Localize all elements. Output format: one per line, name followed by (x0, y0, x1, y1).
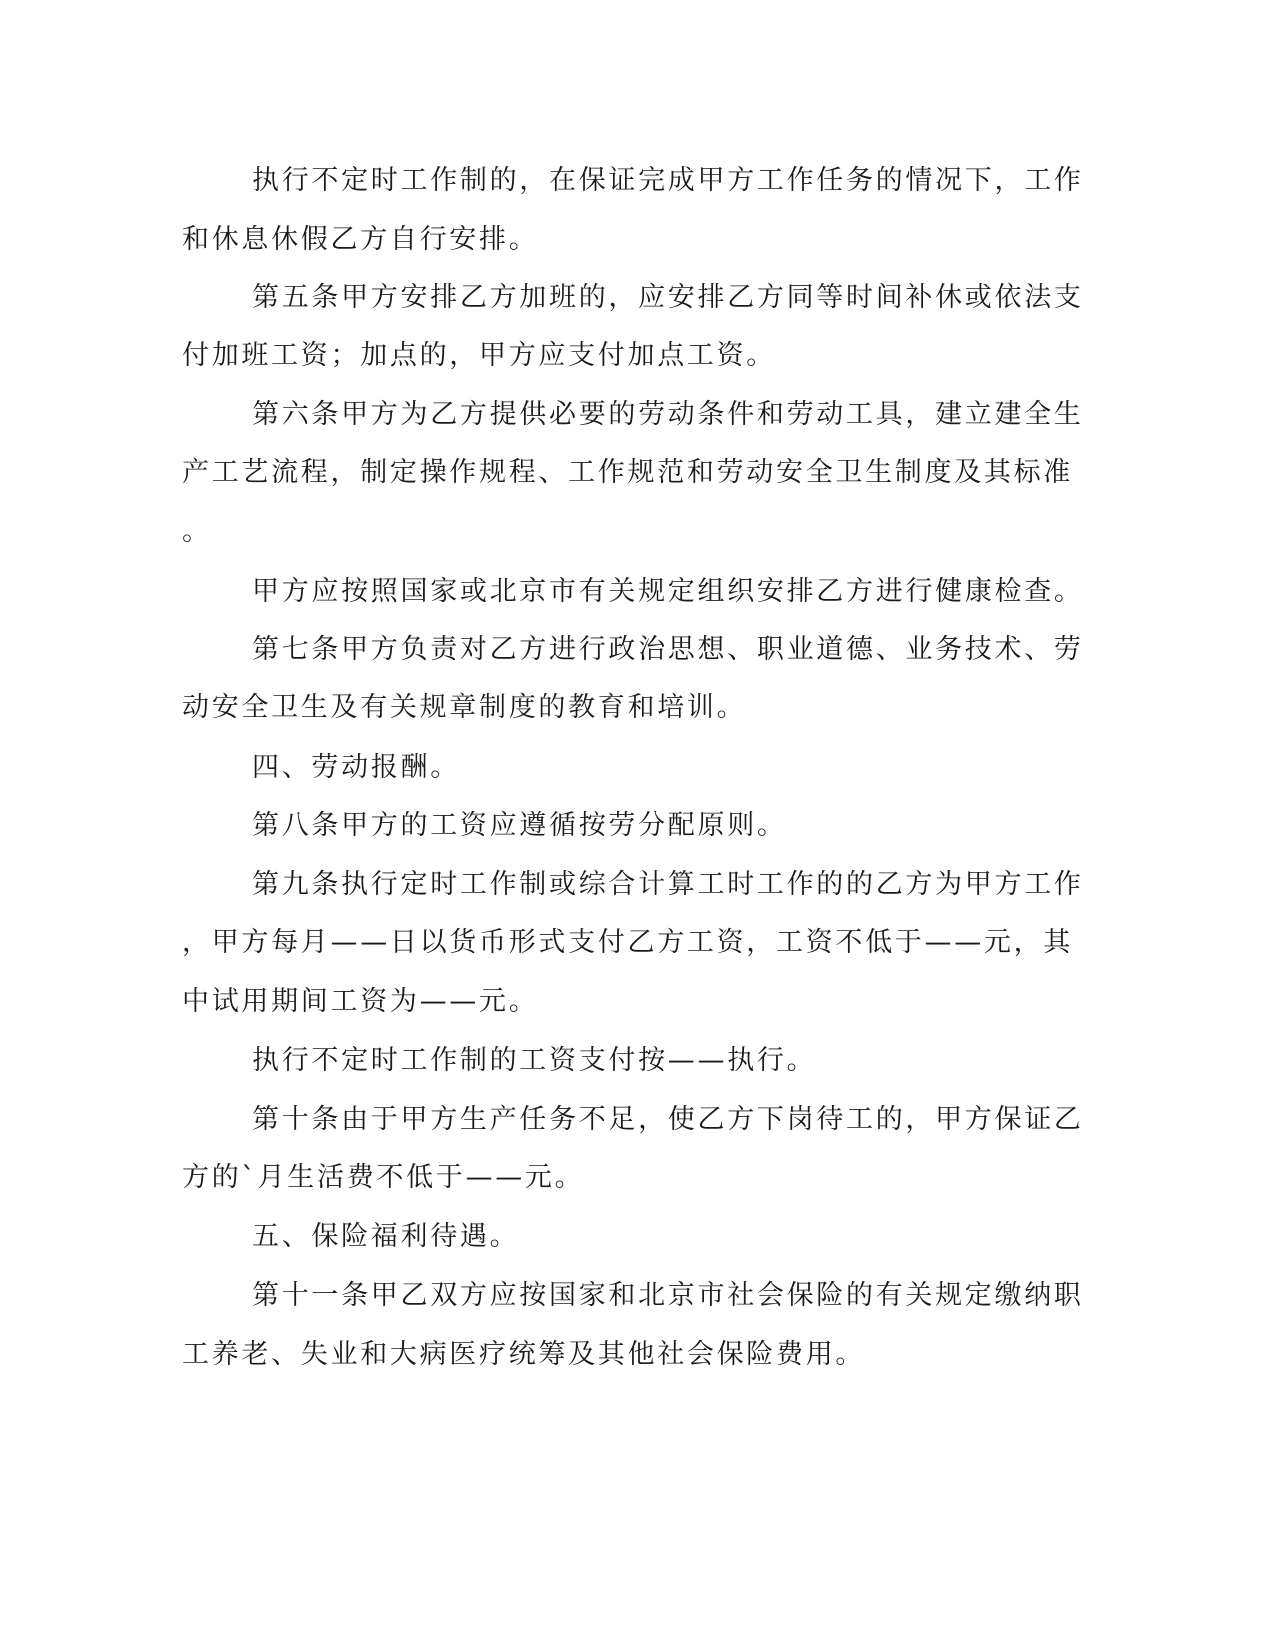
text-line: 第十一条甲乙双方应按国家和北京市社会保险的有关规定缴纳职 (252, 1280, 1084, 1311)
text-line: 付加班工资；加点的，甲方应支付加点工资。 (182, 340, 776, 371)
text-line: 第六条甲方为乙方提供必要的劳动条件和劳动工具，建立建全生 (252, 399, 1084, 430)
text-line: 第七条甲方负责对乙方进行政治思想、职业道德、业务技术、劳 (252, 634, 1084, 665)
text-line: 甲方应按照国家或北京市有关规定组织安排乙方进行健康检查。 (252, 576, 1084, 607)
text-line: 执行不定时工作制的，在保证完成甲方工作任务的情况下，工作 (252, 165, 1084, 196)
text-line: 动安全卫生及有关规章制度的教育和培训。 (182, 692, 747, 723)
text-line: 和休息休假乙方自行安排。 (182, 224, 539, 255)
text-line: 中试用期间工资为——元。 (182, 986, 539, 1017)
text-line: 执行不定时工作制的工资支付按——执行。 (252, 1045, 817, 1076)
text-line: 方的`月生活费不低于——元。 (182, 1162, 585, 1193)
text-line: 第九条执行定时工作制或综合计算工时工作的的乙方为甲方工作 (252, 869, 1084, 900)
text-line: 第十条由于甲方生产任务不足，使乙方下岗待工的，甲方保证乙 (252, 1104, 1084, 1135)
section-heading: 五、保险福利待遇。 (252, 1221, 520, 1252)
text-line: ，甲方每月——日以货币形式支付乙方工资，工资不低于——元，其 (182, 927, 1073, 958)
text-line: 产工艺流程，制定操作规程、工作规范和劳动安全卫生制度及其标准 (182, 457, 1073, 488)
text-line: 工养老、失业和大病医疗统筹及其他社会保险费用。 (182, 1339, 866, 1370)
text-line: 。 (182, 516, 212, 547)
text-line: 第五条甲方安排乙方加班的，应安排乙方同等时间补休或依法支 (252, 282, 1084, 313)
section-heading: 四、劳动报酬。 (252, 752, 460, 783)
text-line: 第八条甲方的工资应遵循按劳分配原则。 (252, 810, 787, 841)
